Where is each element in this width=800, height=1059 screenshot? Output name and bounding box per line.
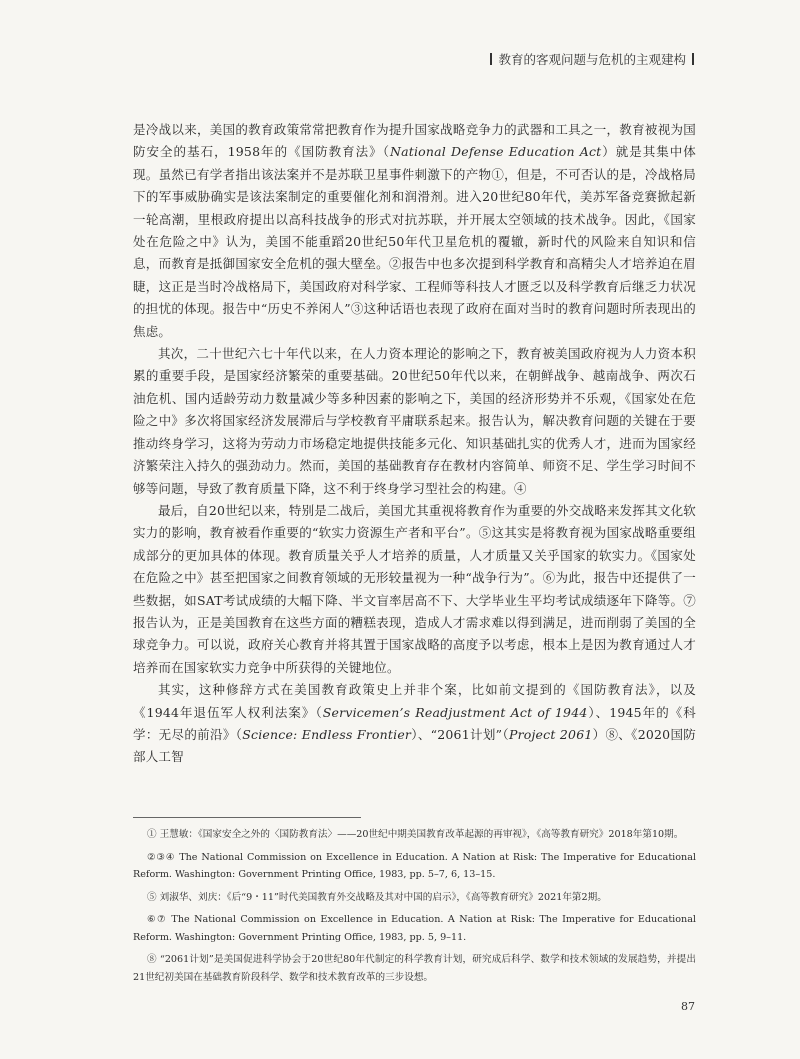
body-paragraph bbox=[133, 119, 696, 343]
running-header bbox=[490, 50, 694, 68]
footnote: ① 王慧敏：《国家安全之外的〈国防教育法〉——20世纪中期美国教育改革起源的再审视》，《高等教育研究》2018年第10期。 bbox=[147, 829, 684, 840]
italic-title: Project 2061 bbox=[508, 726, 593, 742]
footnote: ⑤ 刘淑华、刘庆：《后“9・11”时代美国教育外交战略及其对中国的启示》，《高等教育研究》2021年第2期。 bbox=[147, 891, 607, 903]
footnote-rule bbox=[133, 817, 361, 818]
body-paragraph bbox=[133, 679, 696, 769]
paragraph-text: ）⑧、《2020国防部人工智 bbox=[133, 726, 696, 765]
header-left-bar bbox=[490, 53, 492, 65]
italic-title: Science: Endless Frontier bbox=[242, 726, 412, 742]
paragraph-text: 最后，自20世纪以来，特别是二战后，美国尤其重视将教育作为重要的外交战略来发挥其文化软实力的影响，教育被看作重要的“软实力资源生产者和平台”。⑤这其实是将教育视为国家战略重要组成部分的更加具体的体现。教育质量关乎人才培养的质量，人才质量又关乎国家的软实力。《国家处在危险之中》甚至把国家之间教育领域的无形较量视为一种“战争行为”。⑥为此，报告中还提供了一些数据，如SAT考试成绩的大幅下降、半文盲率居高不下、大学毕业生平均考试成绩逐年下降等。⑦报告认为，正是美国教育在这些方面的糟糕表现，造成人才需求难以得到满足，进而削弱了美国的全球竞争力。可以说，政府关心教育并将其置于国家战略的高度予以考虑，根本上是因为教育通过人才培养而在国家软实力竞争中所获得的关键地位。 bbox=[133, 502, 696, 675]
footnote: ②③④ The National Commission on Excellence in Education. A Nation at Risk: The Imperative for Educational Reform. Washington: Government Printing Office, 1983, pp. 5–7, 6, 13–15. bbox=[133, 851, 696, 880]
italic-title: Servicemen’s Readjustment Act of 1944 bbox=[322, 704, 588, 720]
paragraph-text: 其实，这种修辞方式在美国教育政策史上并非个案，比如前文提到的《国防教育法》，以及《1944年退伍军人权利法案》（ bbox=[133, 682, 696, 720]
footnotes bbox=[133, 826, 696, 991]
footnote: ⑥⑦ The National Commission on Excellence in Education. A Nation at Risk: The Imperative for Educational Reform. Washington: Government Printing Office, 1983, pp. 5, 9–11. bbox=[133, 914, 696, 943]
paragraph-text: ）、1945年的《科学：无尽的前沿》（ bbox=[133, 704, 697, 742]
italic-title: National Defense Education Act bbox=[389, 144, 602, 160]
body-paragraph bbox=[133, 343, 696, 500]
paragraph-text: 是冷战以来，美国的教育政策常常把教育作为提升国家战略竞争力的武器和工具之一，教育被视为国防安全的基石，1958年的《国防教育法》（ bbox=[133, 122, 696, 160]
running-title: 教育的客观问题与危机的主观建构 bbox=[498, 52, 686, 67]
paragraph-text: ）就是其集中体现。虽然已有学者指出该法案并不是苏联卫星事件刺激下的产物①，但是，不可否认的是，冷战格局下的军事威胁确实是该法案制定的重要催化剂和润滑剂。进入20世纪80年代，美苏军备竞赛掀起新一轮高潮，里根政府提出以高科技战争的形式对抗苏联，并开展太空领域的技术战争。因此，《国家处在危险之中》认为，美国不能重蹈20世纪50年代卫星危机的覆辙，新时代的风险来自知识和信息，而教育是抵御国家安全危机的强大壁垒。②报告中也多次提到科学教育和高精尖人才培养迫在眉睫，这正是当时冷战格局下，美国政府对科学家、工程师等科技人才匮乏以及科学教育后继乏力状况的担忧的体现。报告中“历史不养闲人”③这种话语也表现了政府在面对当时的教育问题时所表现出的焦虑。 bbox=[133, 144, 696, 339]
paragraph-text: ）、“2061计划”（ bbox=[411, 726, 509, 742]
body-text bbox=[133, 119, 696, 769]
body-paragraph bbox=[133, 500, 696, 679]
paragraph-text: 其次，二十世纪六七十年代以来，在人力资本理论的影响之下，教育被美国政府视为人力资本积累的重要手段，是国家经济繁荣的重要基础。20世纪50年代以来，在朝鲜战争、越南战争、两次石油危机、国内适龄劳动力数量减少等多种因素的影响之下，美国的经济形势并不乐观，《国家处在危险之中》多次将国家经济发展滞后与学校教育平庸联系起来。报告认为，解决教育问题的关键在于要推动终身学习，这将为劳动力市场稳定地提供技能多元化、知识基础扎实的优秀人才，进而为国家经济繁荣注入持久的强劲动力。然而，美国的基础教育存在教材内容简单、师资不足、学生学习时间不够等问题，导致了教育质量下降，这不利于终身学习型社会的构建。④ bbox=[133, 346, 696, 496]
header-right-bar bbox=[692, 53, 694, 65]
page-number: 87 bbox=[681, 1000, 695, 1013]
footnote: ⑧ “2061计划”是美国促进科学协会于20世纪80年代制定的科学教育计划，研究成后科学、数学和技术领域的发展趋势，并提出21世纪初美国在基础教育阶段科学、数学和技术教育改革的三步设想。 bbox=[133, 954, 696, 983]
